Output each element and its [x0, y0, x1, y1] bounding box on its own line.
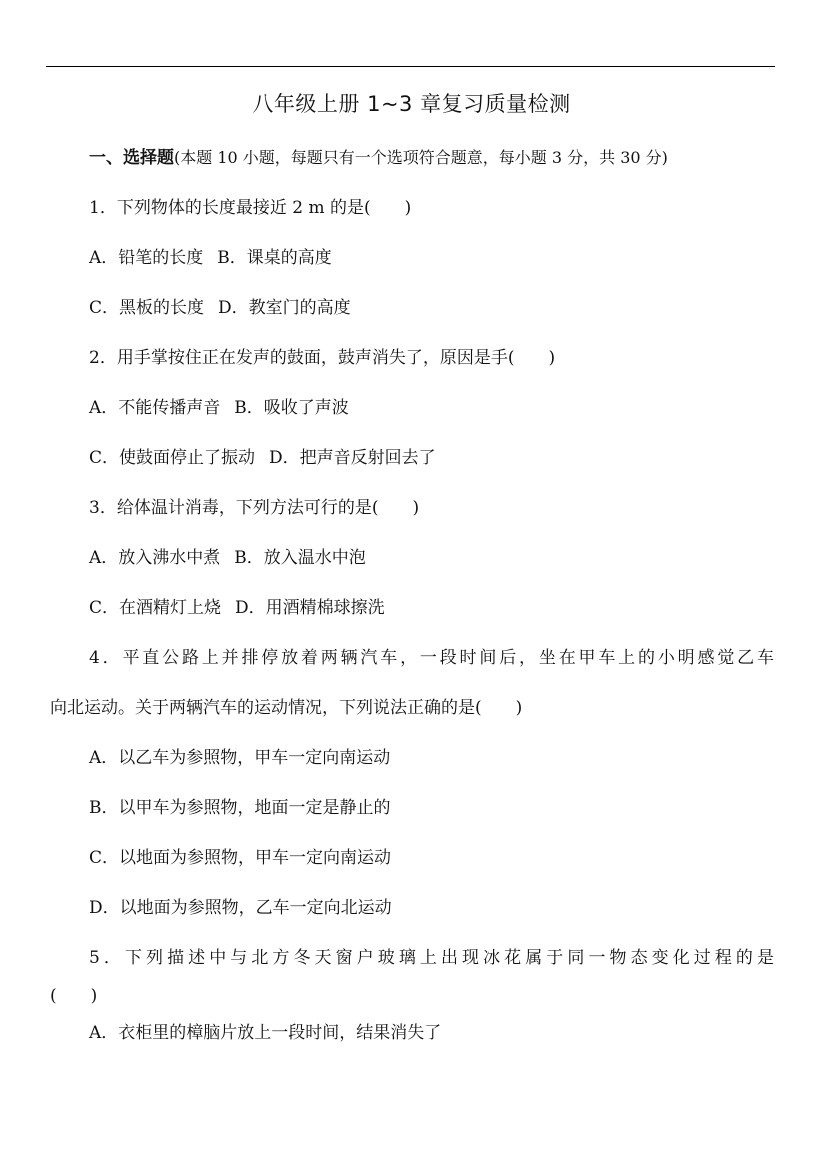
- question-5-stem-line-2: ( ): [50, 986, 98, 1006]
- question-4-option-c: C．以地面为参照物，甲车一定向南运动: [89, 848, 392, 868]
- question-1-option-a: A．铅笔的长度: [89, 248, 204, 268]
- question-3-option-a: A．放入沸水中煮: [89, 548, 221, 568]
- question-4-stem-line-2: 向北运动。关于两辆汽车的运动情况，下列说法正确的是( ): [50, 698, 523, 718]
- question-3-options-row-2: [89, 596, 385, 620]
- question-3-stem: 3．给体温计消毒，下列方法可行的是( ): [89, 498, 420, 518]
- question-2-option-a: A．不能传播声音: [89, 398, 221, 418]
- question-2-option-b: B．吸收了声波: [234, 398, 349, 418]
- question-1-option-b: B．课桌的高度: [217, 248, 332, 268]
- question-4-option-d: D．以地面为参照物，乙车一定向北运动: [89, 898, 392, 918]
- question-1-options-row-1: [89, 246, 332, 270]
- section-note: (本题 10 小题，每题只有一个选项符合题意，每小题 3 分，共 30 分): [174, 148, 668, 167]
- question-4-option-b: B．以甲车为参照物，地面一定是静止的: [89, 798, 391, 818]
- section-heading: 一、选择题: [89, 148, 174, 168]
- question-1-options-row-2: [89, 296, 351, 320]
- question-3-option-c: C．在酒精灯上烧: [89, 598, 222, 618]
- page-title: 八年级上册 1~3 章复习质量检测: [252, 92, 571, 116]
- question-2-option-d: D．把声音反射回去了: [269, 448, 436, 468]
- question-4-option-a: A．以乙车为参照物，甲车一定向南运动: [89, 748, 391, 768]
- question-1-option-d: D．教室门的高度: [218, 298, 351, 318]
- question-3-options-row-1: [89, 546, 366, 570]
- header-rule: [46, 66, 775, 67]
- question-1-option-c: C．黑板的长度: [89, 298, 205, 318]
- question-5-stem-line-1: 5．下列描述中与北方冬天窗户玻璃上出现冰花属于同一物态变化过程的是: [89, 948, 774, 968]
- question-3-option-b: B．放入温水中泡: [234, 548, 366, 568]
- question-2-options-row-2: [89, 446, 436, 470]
- question-2-options-row-1: [89, 396, 349, 420]
- question-3-option-d: D．用酒精棉球擦洗: [235, 598, 385, 618]
- question-2-option-c: C．使鼓面停止了振动: [89, 448, 256, 468]
- question-4-stem-line-1: 4．平直公路上并排停放着两辆汽车，一段时间后，坐在甲车上的小明感觉乙车: [89, 648, 774, 668]
- section-header: [89, 146, 668, 170]
- question-1-stem: 1．下列物体的长度最接近 2 m 的是( ): [89, 198, 412, 218]
- question-2-stem: 2．用手掌按住正在发声的鼓面，鼓声消失了，原因是手( ): [89, 348, 556, 368]
- question-5-option-a: A．衣柜里的樟脑片放上一段时间，结果消失了: [89, 1023, 442, 1043]
